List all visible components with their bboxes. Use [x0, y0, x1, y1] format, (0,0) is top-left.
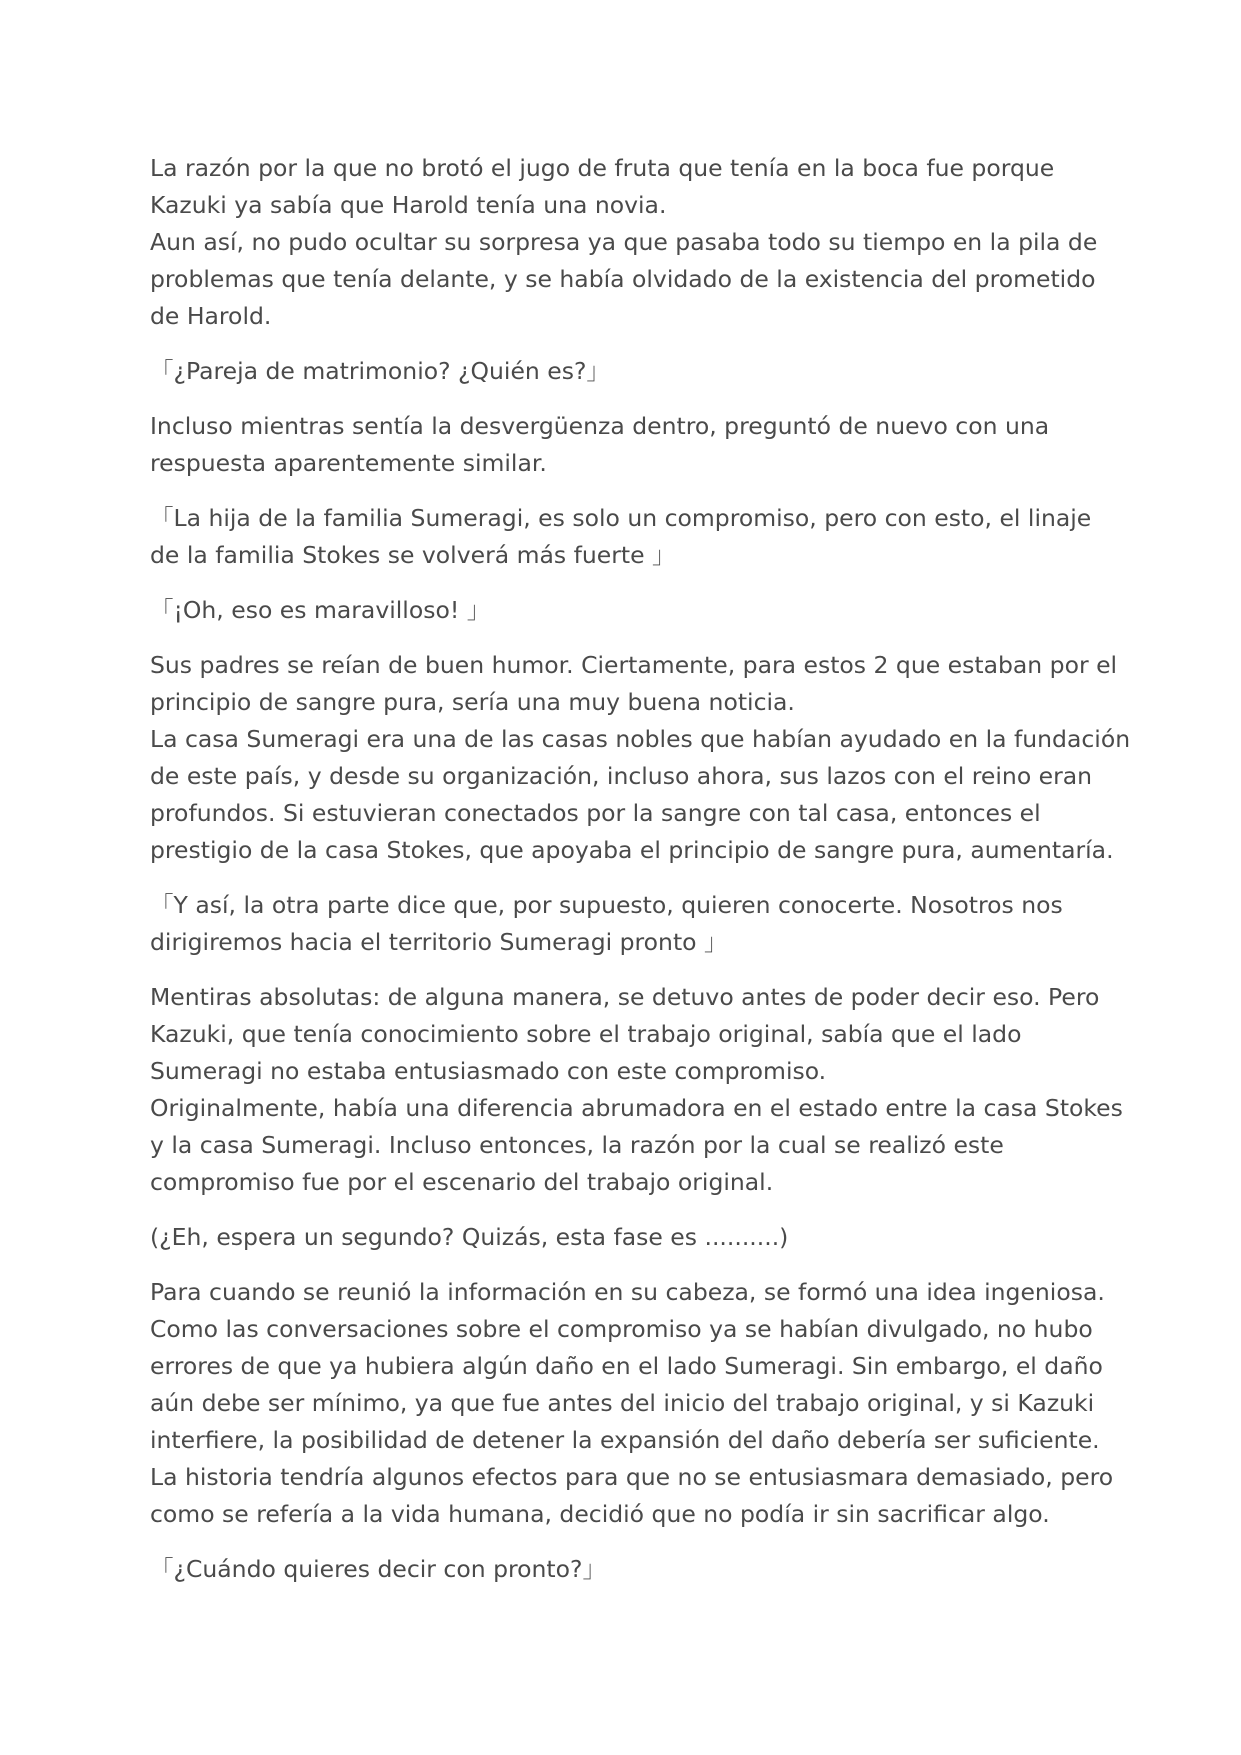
text-line: 「¡Oh, eso es maravilloso! 」 [150, 596, 491, 624]
text-line: La razón por la que no brotó el jugo de fruta que tenía en la boca fue porque [150, 154, 1055, 182]
text-line: principio de sangre pura, sería una muy buena noticia. [150, 688, 795, 716]
paragraph [150, 408, 1095, 482]
text-line: aún debe ser mínimo, ya que fue antes del inicio del trabajo original, y si Kazuki [150, 1389, 1095, 1417]
text-line: (¿Eh, espera un segundo? Quizás, esta fase es ..........) [150, 1223, 789, 1251]
paragraph [150, 1274, 1114, 1533]
text-line: interfiere, la posibilidad de detener la expansión del daño debería ser suficiente. [150, 1426, 1100, 1454]
text-line: respuesta aparentemente similar. [150, 449, 547, 477]
dialogue-paragraph [150, 353, 1095, 390]
paragraph [150, 979, 1123, 1201]
text-line: La historia tendría algunos efectos para que no se entusiasmara demasiado, pero [150, 1463, 1114, 1491]
text-line: compromiso fue por el escenario del trabajo original. [150, 1168, 774, 1196]
text-line: dirigiremos hacia el territorio Sumeragi pronto 」 [150, 928, 728, 956]
text-line: Incluso mientras sentía la desvergüenza dentro, preguntó de nuevo con una [150, 412, 1050, 440]
text-line: problemas que tenía delante, y se había olvidado de la existencia del prometido [150, 265, 1096, 293]
text-line: prestigio de la casa Stokes, que apoyaba el principio de sangre pura, aumentaría. [150, 836, 1114, 864]
text-line: Kazuki ya sabía que Harold tenía una novia. [150, 191, 667, 219]
paragraph [150, 150, 1098, 335]
text-line: Originalmente, había una diferencia abrumadora en el estado entre la casa Stokes [150, 1094, 1123, 1122]
text-line: de la familia Stokes se volverá más fuerte 」 [150, 541, 676, 569]
text-line: Para cuando se reunió la información en su cabeza, se formó una idea ingeniosa. [150, 1278, 1105, 1306]
text-line: 「Y así, la otra parte dice que, por supuesto, quieren conocerte. Nosotros nos [150, 891, 1063, 919]
text-line: Aun así, no pudo ocultar su sorpresa ya que pasaba todo su tiempo en la pila de [150, 228, 1098, 256]
text-line: Sus padres se reían de buen humor. Ciertamente, para estos 2 que estaban por el [150, 651, 1118, 679]
text-line: como se refería a la vida humana, decidió que no podía ir sin sacrificar algo. [150, 1500, 1050, 1528]
text-line: Como las conversaciones sobre el compromiso ya se habían divulgado, no hubo [150, 1315, 1093, 1343]
text-line: La casa Sumeragi era una de las casas nobles que habían ayudado en la fundación [150, 725, 1131, 753]
text-line: Sumeragi no estaba entusiasmado con este compromiso. [150, 1057, 827, 1085]
text-line: errores de que ya hubiera algún daño en el lado Sumeragi. Sin embargo, el daño [150, 1352, 1103, 1380]
text-line: profundos. Si estuvieran conectados por la sangre con tal casa, entonces el [150, 799, 1041, 827]
dialogue-paragraph [150, 1551, 1095, 1588]
text-line: Mentiras absolutas: de alguna manera, se detuvo antes de poder decir eso. Pero [150, 983, 1100, 1011]
text-line: de este país, y desde su organización, incluso ahora, sus lazos con el reino eran [150, 762, 1093, 790]
text-line: 「La hija de la familia Sumeragi, es solo un compromiso, pero con esto, el linaje [150, 504, 1092, 532]
text-line: 「¿Cuándo quieres decir con pronto?」 [150, 1555, 606, 1583]
document-page [150, 150, 1131, 1606]
dialogue-paragraph [150, 887, 1095, 961]
dialogue-paragraph [150, 500, 1095, 574]
thought-paragraph [150, 1219, 1095, 1256]
text-line: Kazuki, que tenía conocimiento sobre el trabajo original, sabía que el lado [150, 1020, 1022, 1048]
text-line: y la casa Sumeragi. Incluso entonces, la razón por la cual se realizó este [150, 1131, 1004, 1159]
text-line: de Harold. [150, 302, 272, 330]
dialogue-paragraph [150, 592, 1095, 629]
text-line: 「¿Pareja de matrimonio? ¿Quién es?」 [150, 357, 610, 385]
paragraph [150, 647, 1131, 869]
